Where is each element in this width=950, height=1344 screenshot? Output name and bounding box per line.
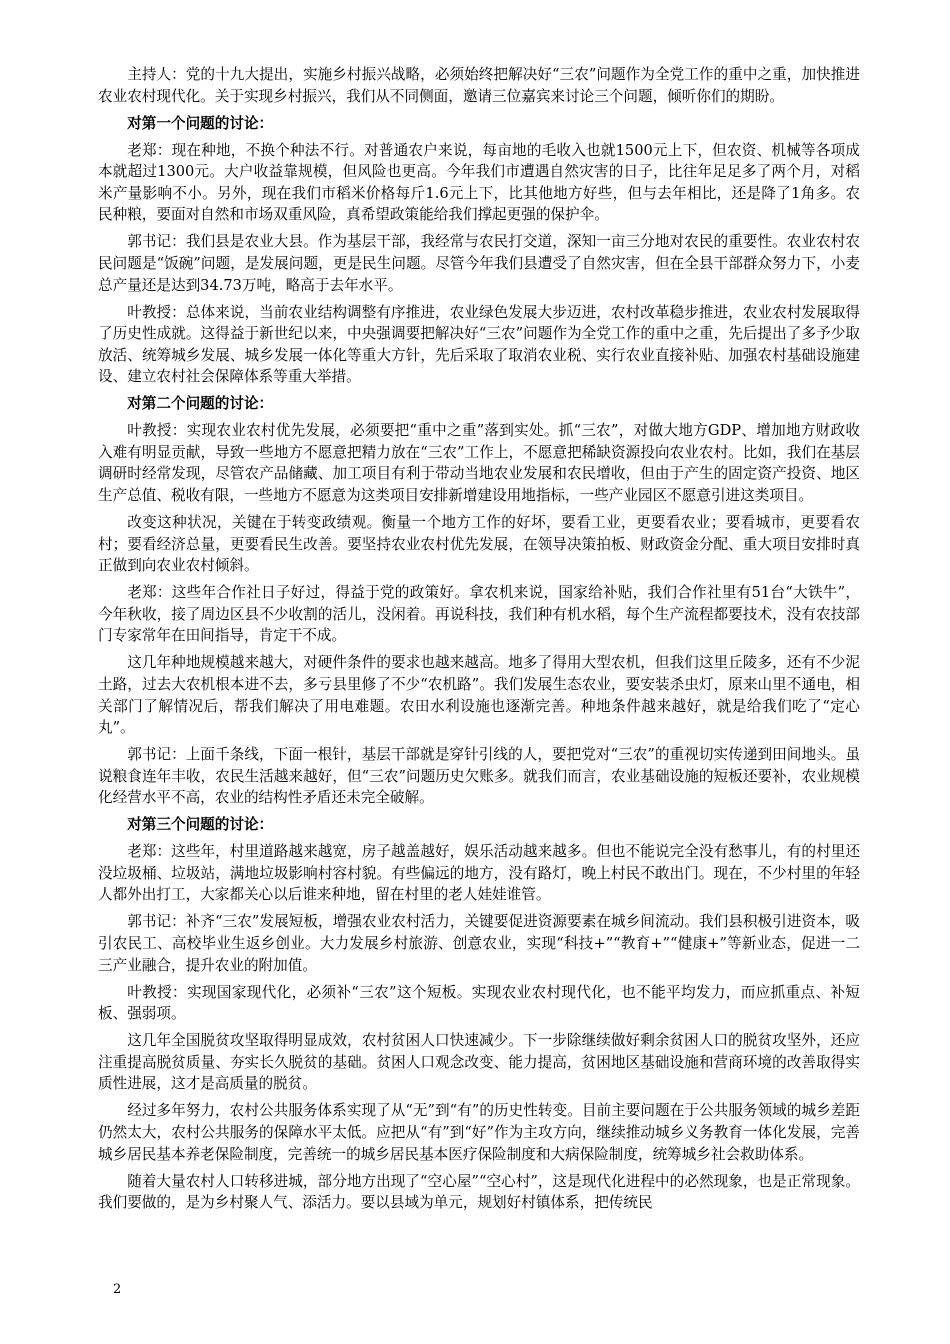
document-body bbox=[98, 64, 860, 1219]
paragraph-ye-jiaoshou-3-services: 经过多年努力，农村公共服务体系实现了从“无”到“有”的历史性转变。目前主要问题在于公共服务领域的城乡差距仍然太大，农村公共服务的保障水平太低。应把从“有”到“好”作为主攻方向，继续推动城乡义务教育一体化发展，完善城乡居民基本养老保险制度，完善统一的城乡居民基本医疗保险制度和大病保险制度，统筹城乡社会救助体系。 bbox=[98, 1102, 860, 1163]
paragraph-guo-shuji-2: 郭书记：上面千条线，下面一根针，基层干部就是穿针引线的人，要把党对“三农”的重视切实传递到田间地头。虽说粮食连年丰收，农民生活越来越好，但“三农”问题历史欠账多。就我们而言，农业基础设施的短板还要补，农业规模化经营水平不高，农业的结构性矛盾还未完全破解。 bbox=[98, 746, 860, 807]
paragraph-guo-shuji-1: 郭书记：我们县是农业大县。作为基层干部，我经常与农民打交道，深知一亩三分地对农民的重要性。农业农村农民问题是“饭碗”问题，是发展问题，更是民生问题。尽管今年我们县遭受了自然灾害，但在全县干部群众努力下，小麦总产量还是达到34.73万吨，略高于去年水平。 bbox=[98, 233, 860, 294]
paragraph-ye-jiaoshou-1: 叶教授：总体来说，当前农业结构调整有序推进，农业绿色发展大步迈进，农村改革稳步推进，农业农村发展取得了历史性成就。这得益于新世纪以来，中央强调要把解决好“三农”问题作为全党工作的重中之重，先后提出了多予少取放活、统筹城乡发展、城乡发展一体化等重大方针，先后采取了取消农业税、实行农业直接补贴、加强农村基础设施建设、建立农村社会保障体系等重大举措。 bbox=[98, 303, 860, 386]
paragraph-ye-jiaoshou-2-cont: 改变这种状况，关键在于转变政绩观。衡量一个地方工作的好坏，要看工业，更要看农业；要看城市，更要看农村；要看经济总量，更要看民生改善。要坚持农业农村优先发展，在领导决策拍板、财政资金分配、重大项目安排时真正做到向农业农村倾斜。 bbox=[98, 514, 860, 575]
paragraph-ye-jiaoshou-3-poverty: 这几年全国脱贫攻坚取得明显成效，农村贫困人口快速减少。下一步除继续做好剩余贫困人口的脱贫攻坚外，还应注重提高脱贫质量、夯实长久脱贫的基础。贫困人口观念改变、能力提高，贫困地区基础设施和营商环境的改善取得实质性进展，这才是高质量的脱贫。 bbox=[98, 1032, 860, 1093]
paragraph-guo-shuji-3: 郭书记：补齐“三农”发展短板，增强农业农村活力，关键要促进资源要素在城乡间流动。我们县积极引进资本，吸引农民工、高校毕业生返乡创业。大力发展乡村旅游、创意农业，实现“科技+”“教育+”“健康+”等新业态，促进一二三产业融合，提升农业的附加值。 bbox=[98, 913, 860, 974]
paragraph-lao-zheng-2: 老郑：这些年合作社日子好过，得益于党的政策好。拿农机来说，国家给补贴，我们合作社里有51台“大铁牛”，今年秋收，接了周边区县不少收割的活儿，没闲着。再说科技，我们种有机水稻，每个生产流程都要技术，没有农技部门专家常年在田间指导，肯定干不成。 bbox=[98, 584, 860, 645]
paragraph-lao-zheng-3: 老郑：这些年，村里道路越来越宽，房子越盖越好，娱乐活动越来越多。但也不能说完全没有愁事儿，有的村里还没垃圾桶、垃圾站，满地垃圾影响村容村貌。有些偏远的地方，没有路灯，晚上村民不敢出门。现在，不少村里的年轻人都外出打工，大家都关心以后谁来种地，留在村里的老人娃娃谁管。 bbox=[98, 843, 860, 904]
paragraph-ye-jiaoshou-2: 叶教授：实现农业农村优先发展，必须要把“重中之重”落到实处。抓“三农”，对做大地方GDP、增加地方财政收入难有明显贡献，导致一些地方不愿意把精力放在“三农”工作上，不愿意把稀缺资源投向农业农村。比如，我们在基层调研时经常发现，尽管农产品储藏、加工项目有利于带动当地农业发展和农民增收，但由于产生的固定资产投资、地区生产总值、税收有限，一些地方不愿意为这类项目安排新增建设用地指标，一些产业园区不愿意引进这类项目。 bbox=[98, 422, 860, 505]
page-number: 2 bbox=[113, 1282, 122, 1297]
paragraph-lao-zheng-1: 老郑：现在种地，不换个种法不行。对普通农户来说，每亩地的毛收入也就1500元上下，但农资、机械等各项成本就超过1300元。大户收益靠规模，但风险也更高。今年我们市遭遇自然灾害的日子，比往年足足多了两个月，对稻米产量影响不小。另外，现在我们市稻米价格每斤1.6元上下，比其他地方好些，但与去年相比，还是降了1角多。农民种粮，要面对自然和市场双重风险，真希望政策能给我们撑起更强的保护伞。 bbox=[98, 141, 860, 224]
section-heading-question-3: 对第三个问题的讨论： bbox=[127, 816, 274, 834]
paragraph-ye-jiaoshou-3: 叶教授：实现国家现代化，必须补“三农”这个短板。实现农业农村现代化，也不能平均发力，而应抓重点、补短板、强弱项。 bbox=[98, 983, 860, 1023]
paragraph-host-intro: 主持人：党的十九大提出，实施乡村振兴战略，必须始终把解决好“三农”问题作为全党工作的重中之重，加快推进农业农村现代化。关于实现乡村振兴，我们从不同侧面，邀请三位嘉宾来讨论三个问题，倾听你们的期盼。 bbox=[98, 66, 860, 105]
section-heading-question-2: 对第二个问题的讨论： bbox=[127, 395, 274, 413]
section-heading-question-1: 对第一个问题的讨论： bbox=[127, 114, 274, 132]
paragraph-lao-zheng-2-cont: 这几年种地规模越来越大，对硬件条件的要求也越来越高。地多了得用大型农机，但我们这里丘陵多，还有不少泥土路，过去大农机根本进不去，多亏县里修了不少“农机路”。我们发展生态农业，要安装杀虫灯，原来山里不通电，相关部门了解情况后，帮我们解决了用电难题。农田水利设施也逐渐完善。种地条件越来越好，就是给我们吃了“定心丸”。 bbox=[98, 654, 860, 737]
paragraph-ye-jiaoshou-3-villages: 随着大量农村人口转移进城，部分地方出现了“空心屋”“空心村”，这是现代化进程中的必然现象，也是正常现象。我们要做的，是为乡村聚人气、添活力。要以县域为单元，规划好村镇体系，把传统民 bbox=[98, 1172, 860, 1212]
